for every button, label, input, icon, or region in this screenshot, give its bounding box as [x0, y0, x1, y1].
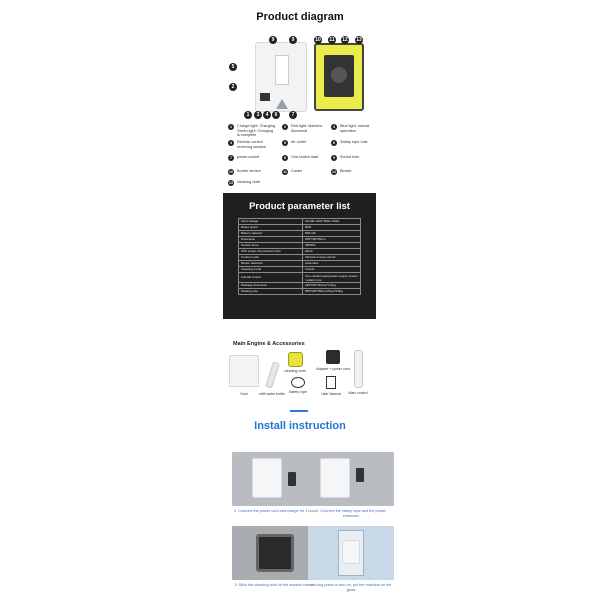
legend-text: Red light: Machine Abnormal — [291, 124, 323, 133]
accessory-label: Host — [240, 392, 248, 396]
step-photo — [232, 452, 318, 506]
step-caption: 4. Long press to turn on, put the machine on the glass — [310, 583, 392, 592]
param-value: 2800Pa — [303, 243, 361, 249]
legend-number: 6 — [331, 140, 337, 146]
legend-text: Border sensor — [237, 169, 261, 173]
legend-number: 3 — [331, 124, 337, 130]
param-key: Package dimension — [239, 283, 303, 289]
device-front-image — [255, 42, 307, 112]
accessories-title: Main Engine & Accessories — [233, 341, 305, 347]
legend-text: Sound hole — [340, 155, 360, 159]
legend-number: 5 — [282, 140, 288, 146]
param-value: 20min — [303, 249, 361, 255]
param-key: Suction force — [239, 243, 303, 249]
step-photo — [308, 526, 394, 580]
callout-marker: 11 — [329, 37, 335, 43]
legend-number: 2 — [282, 124, 288, 130]
legend-number: 9 — [331, 155, 337, 161]
parameter-panel — [223, 193, 376, 319]
param-key: Anti-fall control — [239, 273, 303, 283]
callout-marker: 12 — [342, 37, 348, 43]
callout-marker: 6 — [272, 111, 280, 119]
accessory-label: Main control — [348, 391, 368, 395]
legend-item — [228, 180, 276, 186]
legend-item — [331, 155, 377, 161]
step-photo — [232, 526, 318, 580]
legend-item — [282, 124, 326, 133]
install-step-4 — [308, 526, 394, 593]
legend-item — [282, 140, 326, 146]
param-value: 3 kinds — [303, 267, 361, 273]
accessory-label: refill water bottle — [259, 392, 285, 396]
legend-number: 7 — [228, 155, 234, 161]
legend-text: Air outlet — [291, 140, 306, 144]
param-key: UPS power-off protection time — [239, 249, 303, 255]
legend-item — [228, 155, 276, 161]
accessory-label: Safety rope — [289, 390, 307, 394]
callout-marker: 9 — [289, 36, 297, 44]
legend-text: Charge light: Charging Green light: Charging is complete — [237, 124, 275, 137]
param-value: 80W — [303, 225, 361, 231]
param-key: Packing size — [239, 289, 303, 295]
legend-number: 10 — [229, 170, 233, 174]
param-key: Rated power — [239, 225, 303, 231]
install-step-2 — [308, 452, 394, 519]
callout-marker: 4 — [263, 111, 271, 119]
table-row — [239, 289, 361, 295]
legend-number: 4 — [228, 140, 234, 146]
accessory-remote-control — [345, 350, 371, 395]
param-value: 500mAh — [303, 231, 361, 237]
param-key: Dimension — [239, 237, 303, 243]
legend-item — [228, 140, 276, 149]
accessory-label: Adapter + power cord — [316, 367, 350, 371]
step-caption: 2. Connect the safety rope and the power extension — [316, 509, 386, 518]
callout-marker: 10 — [315, 37, 321, 43]
accessory-safety-rope — [285, 377, 311, 394]
accessory-user-manual — [318, 376, 344, 396]
param-value: 555*340*350mm*6pcs*15kg — [303, 289, 361, 295]
install-instruction-title: Install instruction — [254, 420, 346, 432]
product-diagram-title: Product diagram — [256, 11, 344, 23]
legend-text: One-button start — [291, 155, 319, 159]
legend-number: 13 — [229, 181, 233, 185]
legend-item — [282, 155, 326, 161]
accessory-label: User Manual — [321, 392, 341, 396]
legend-text: Caster — [291, 169, 303, 173]
safety-rope-image — [291, 377, 305, 388]
install-step-3 — [232, 526, 318, 588]
accessory-host — [229, 355, 259, 396]
accessory-label: cleaning cloth — [284, 369, 306, 373]
callout-marker: 2 — [229, 83, 237, 91]
legend-number: 11 — [283, 170, 287, 174]
step-photo — [308, 452, 394, 506]
legend-number: 12 — [332, 170, 336, 174]
legend-text: Blower — [340, 169, 352, 173]
remote-control-image — [354, 350, 363, 388]
accessory-cleaning-cloth — [282, 352, 308, 373]
install-step-1 — [232, 452, 318, 514]
host-image — [229, 355, 259, 387]
legend-item — [331, 169, 377, 175]
callout-marker: 7 — [289, 111, 297, 119]
param-value: Automatic — [303, 261, 361, 267]
legend-item — [331, 124, 377, 133]
param-value: Infrared remote control — [303, 255, 361, 261]
callout-marker: 3 — [254, 111, 262, 119]
callout-marker: 9 — [269, 36, 277, 44]
legend-number: 1 — [228, 124, 234, 130]
callout-marker: 13 — [356, 37, 362, 43]
param-value: Ups uninterrupted power supply system / safety rope — [303, 273, 361, 283]
parameter-table — [238, 218, 361, 295]
table-row — [239, 273, 361, 283]
legend-item — [228, 169, 276, 175]
device-back-image — [314, 43, 364, 111]
param-key: Cleaning mode — [239, 267, 303, 273]
param-key: Input voltage — [239, 219, 303, 225]
legend-text: power socket — [237, 155, 260, 159]
cleaning-cloth-image — [288, 352, 303, 367]
param-value: 250*160*95mm — [303, 237, 361, 243]
user-manual-image — [326, 376, 336, 389]
param-value: AC100~240V 50Hz~60Hz — [303, 219, 361, 225]
parameter-list-title: Product parameter list — [249, 201, 350, 212]
param-key: Control mode — [239, 255, 303, 261]
param-value: 320*220*110mm*2.4kg — [303, 283, 361, 289]
section-divider — [290, 410, 308, 412]
param-key: Border detection — [239, 261, 303, 267]
water-bottle-image — [265, 362, 280, 389]
legend-text: cleaning cloth — [237, 180, 261, 184]
legend-text: Safety rope hole — [340, 140, 368, 144]
legend-number: 8 — [282, 155, 288, 161]
param-key: Battery capacity — [239, 231, 303, 237]
callout-marker: 5 — [229, 63, 237, 71]
step-caption: 3. Stick the cleaning cloth of the window cleaner — [234, 583, 316, 587]
legend-item — [331, 140, 377, 146]
legend-text: Blue light: normal operation — [340, 124, 370, 133]
callout-marker: 1 — [244, 111, 252, 119]
adapter-image — [326, 350, 340, 364]
legend-text: Remote control receiving window — [237, 140, 266, 149]
legend-item — [228, 124, 276, 138]
step-caption: 1. Connect the power cord and charge for 1 hour — [234, 509, 316, 513]
legend-item — [282, 169, 326, 175]
